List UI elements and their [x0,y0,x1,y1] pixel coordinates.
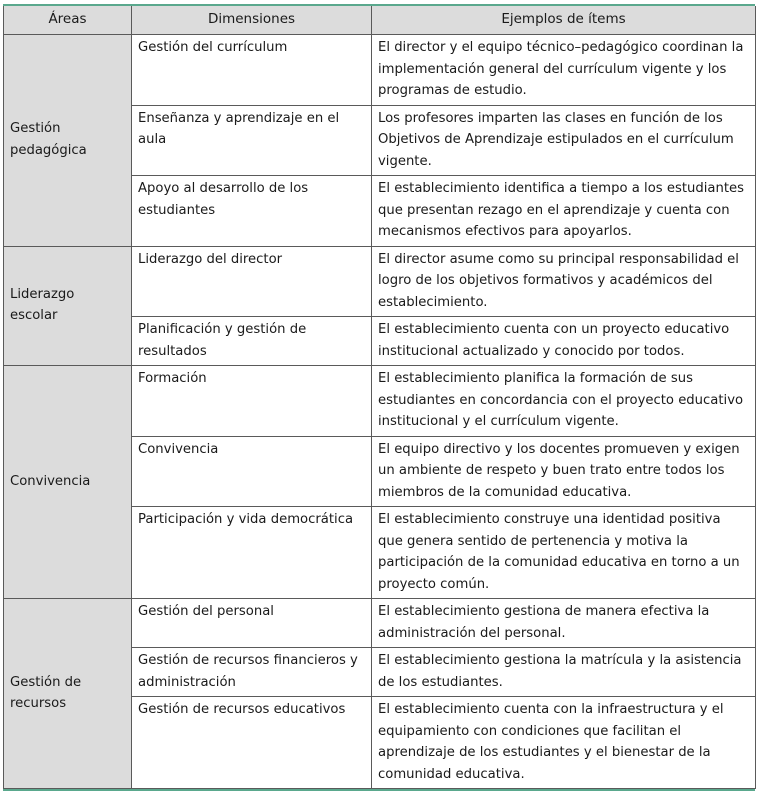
areas-dimensions-table [3,6,756,789]
dimension-cell: Planificación y gestión de resultados [132,317,372,366]
example-cell: El establecimiento identifica a tiempo a los estudiantes que presentan rezago en el aprendizaje y cuenta con mecanismos efectivos para apoyarlos. [372,176,756,247]
example-cell: El director y el equipo técnico–pedagógico coordinan la implementación general del currículum vigente y los programas de estudio. [372,35,756,106]
area-cell: Liderazgo escolar [4,246,132,366]
example-cell: El equipo directivo y los docentes promueven y exigen un ambiente de respeto y buen trato entre todos los miembros de la comunidad educativa. [372,436,756,507]
example-cell: El director asume como su principal responsabilidad el logro de los objetivos formativos y académicos del establecimiento. [372,246,756,317]
example-cell: El establecimiento gestiona de manera efectiva la administración del personal. [372,599,756,648]
dimension-cell: Enseñanza y aprendizaje en el aula [132,105,372,176]
dimension-cell: Gestión del personal [132,599,372,648]
dimension-cell: Gestión del currículum [132,35,372,106]
example-cell: El establecimiento construye una identidad positiva que genera sentido de pertenencia y motiva la participación de la comunidad educativa en torno a un proyecto común. [372,507,756,599]
dimension-cell: Liderazgo del director [132,246,372,317]
header-areas: Áreas [4,6,132,35]
area-cell: Gestión de recursos [4,599,132,789]
area-cell: Convivencia [4,366,132,599]
table-row [4,35,756,106]
header-dimensions: Dimensiones [132,6,372,35]
dimension-cell: Participación y vida democrática [132,507,372,599]
area-cell: Gestión pedagógica [4,35,132,247]
table-row [4,246,756,317]
example-cell: El establecimiento cuenta con un proyecto educativo institucional actualizado y conocido por todos. [372,317,756,366]
header-row [4,6,756,35]
dimension-cell: Convivencia [132,436,372,507]
example-cell: El establecimiento gestiona la matrícula y la asistencia de los estudiantes. [372,648,756,697]
dimension-cell: Gestión de recursos financieros y administración [132,648,372,697]
table-body [4,35,756,789]
header-examples: Ejemplos de ítems [372,6,756,35]
table-row [4,599,756,648]
table-row [4,366,756,437]
dimension-cell: Gestión de recursos educativos [132,697,372,789]
dimension-cell: Formación [132,366,372,437]
example-cell: Los profesores imparten las clases en función de los Objetivos de Aprendizaje estipulados en el currículum vigente. [372,105,756,176]
example-cell: El establecimiento cuenta con la infraestructura y el equipamiento con condiciones que facilitan el aprendizaje de los estudiantes y el bienestar de la comunidad educativa. [372,697,756,789]
dimension-cell: Apoyo al desarrollo de los estudiantes [132,176,372,247]
example-cell: El establecimiento planifica la formación de sus estudiantes en concordancia con el proyecto educativo institucional y el currículum vigente. [372,366,756,437]
document-table-container [3,4,755,791]
